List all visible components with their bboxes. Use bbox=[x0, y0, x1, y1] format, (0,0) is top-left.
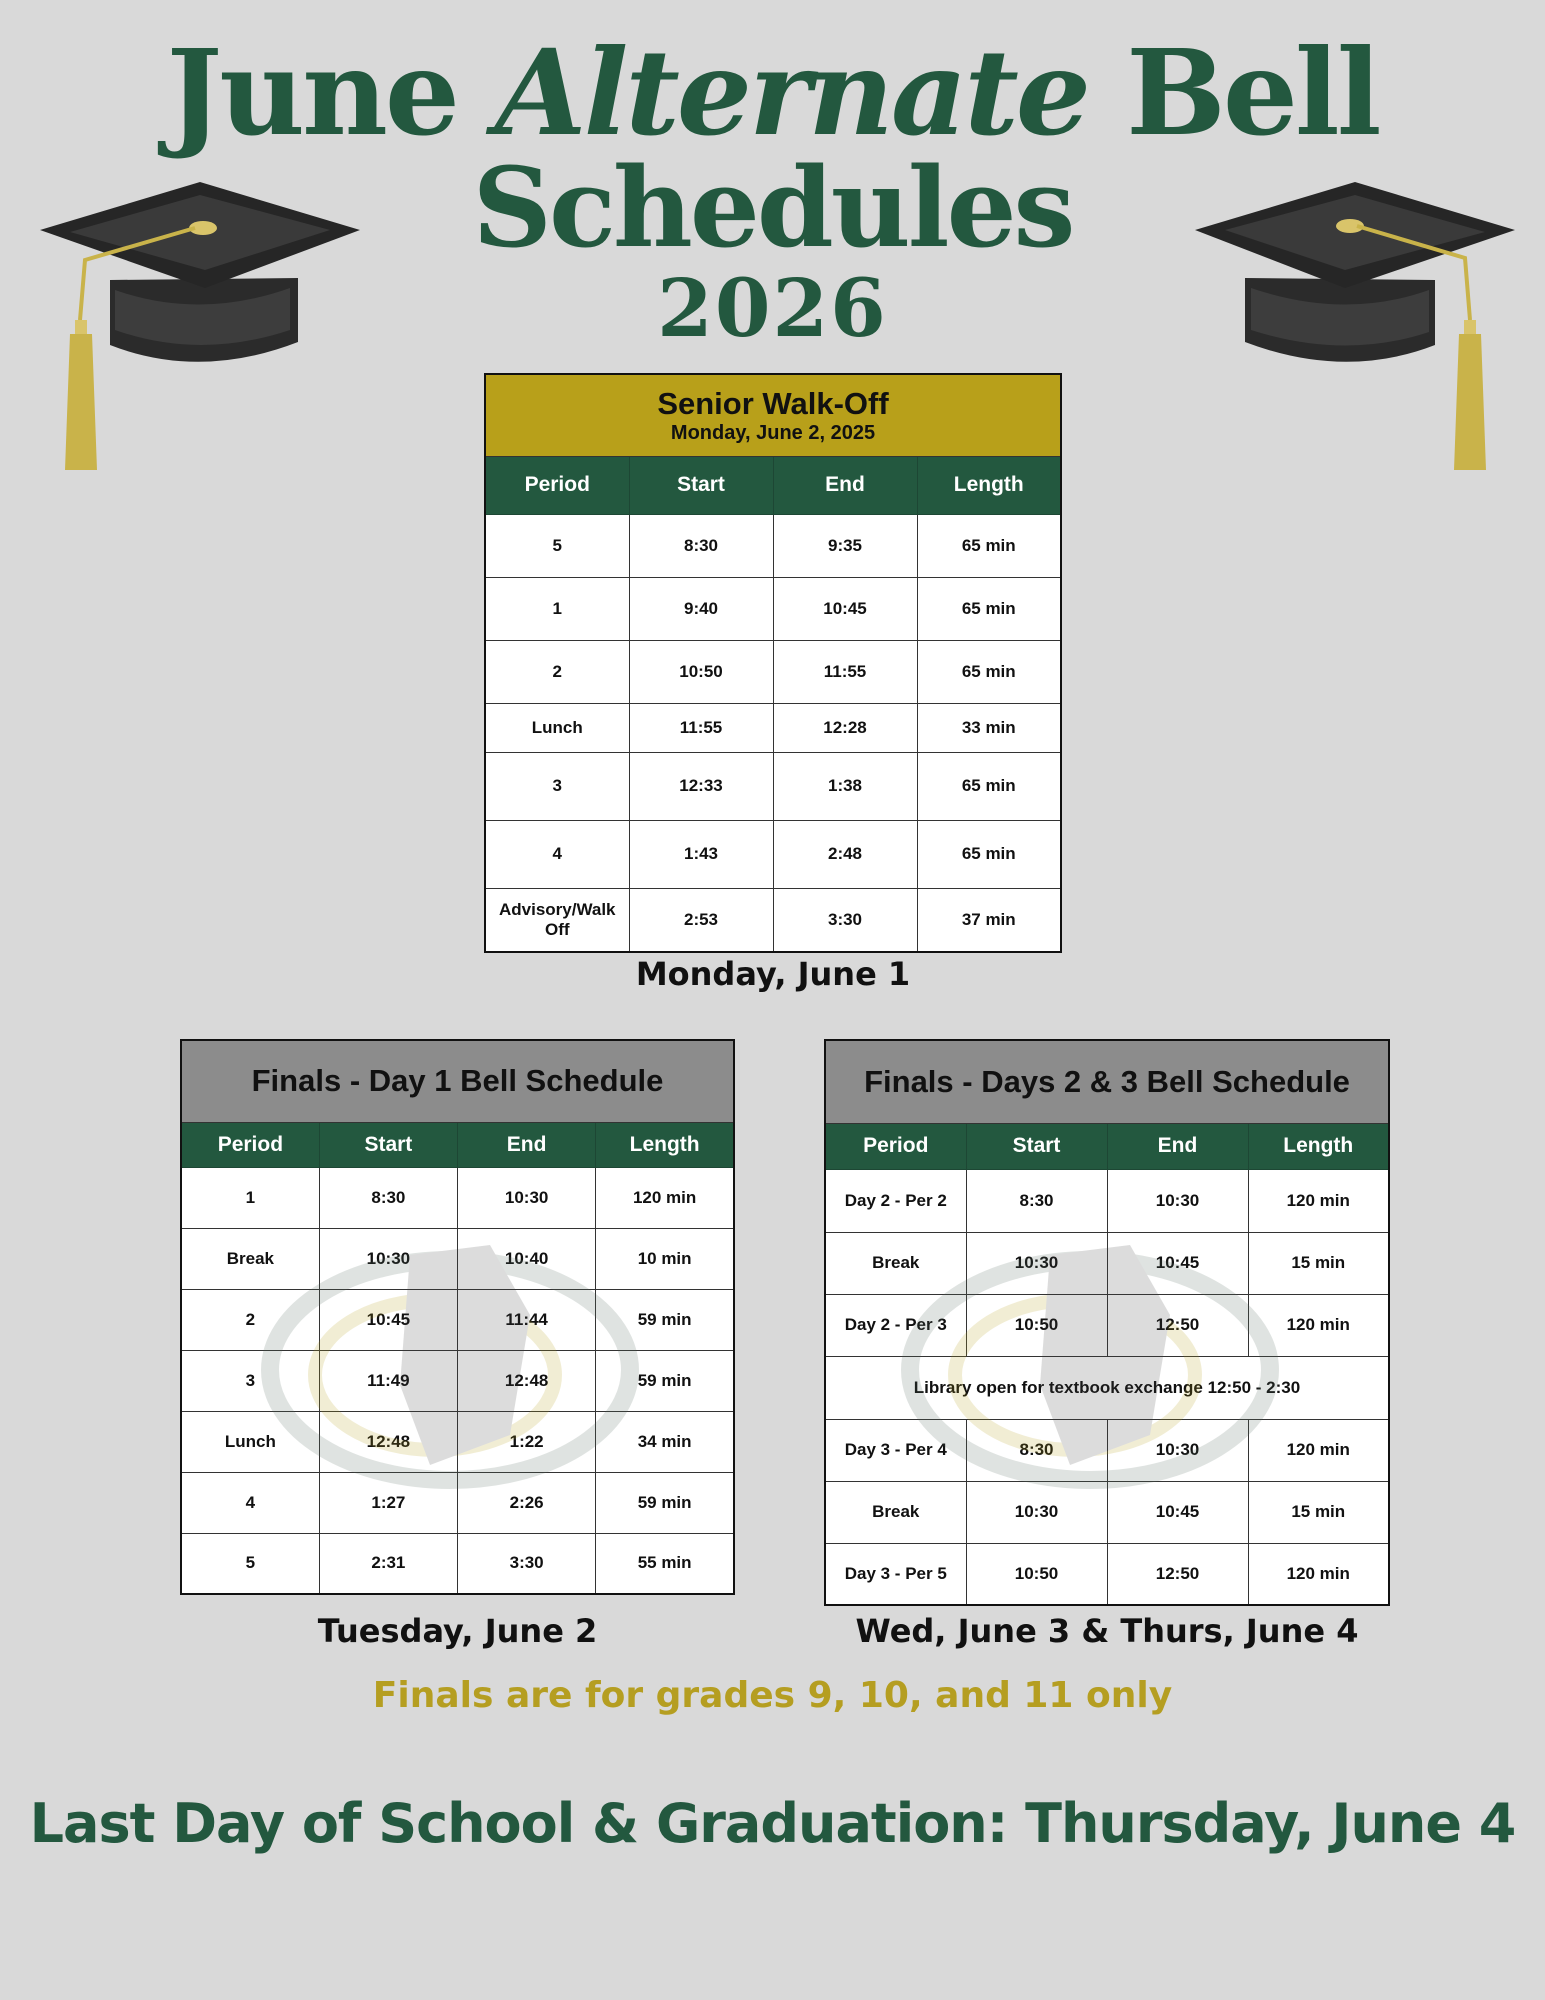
table-row bbox=[181, 1472, 734, 1533]
table-row bbox=[181, 1533, 734, 1594]
day1-schedule-caption: Tuesday, June 2 bbox=[317, 1612, 598, 1650]
table-row bbox=[825, 1481, 1389, 1543]
senior-schedule-subtitle: Monday, June 2, 2025 bbox=[670, 421, 876, 444]
end-cell: 12:50 bbox=[1107, 1543, 1248, 1605]
end-cell: 10:30 bbox=[1107, 1419, 1248, 1481]
column-header: End bbox=[773, 456, 917, 514]
start-cell: 10:50 bbox=[966, 1294, 1107, 1356]
column-header: Period bbox=[825, 1123, 966, 1169]
start-cell: 8:30 bbox=[629, 514, 773, 577]
length-cell: 120 min bbox=[1248, 1169, 1389, 1232]
column-header: Length bbox=[596, 1122, 734, 1167]
start-cell: 10:30 bbox=[966, 1232, 1107, 1294]
start-cell: 9:40 bbox=[629, 577, 773, 640]
period-cell: Day 2 - Per 2 bbox=[825, 1169, 966, 1232]
period-cell: 3 bbox=[181, 1350, 319, 1411]
length-cell: 59 min bbox=[596, 1289, 734, 1350]
length-cell: 65 min bbox=[917, 640, 1061, 703]
length-cell: 59 min bbox=[596, 1350, 734, 1411]
start-cell: 1:27 bbox=[319, 1472, 457, 1533]
table-row bbox=[825, 1543, 1389, 1605]
end-cell: 11:44 bbox=[458, 1289, 596, 1350]
length-cell: 55 min bbox=[596, 1533, 734, 1594]
table-row bbox=[485, 703, 1061, 752]
column-header: Length bbox=[917, 456, 1061, 514]
table-row bbox=[181, 1350, 734, 1411]
length-cell: 120 min bbox=[1248, 1294, 1389, 1356]
period-cell: 1 bbox=[181, 1167, 319, 1228]
period-cell: 5 bbox=[485, 514, 629, 577]
graduation-cap-icon bbox=[40, 170, 370, 470]
senior-schedule-title: Senior Walk-Off bbox=[657, 385, 889, 421]
length-cell: 10 min bbox=[596, 1228, 734, 1289]
period-cell: Day 2 - Per 3 bbox=[825, 1294, 966, 1356]
end-cell: 12:48 bbox=[458, 1350, 596, 1411]
column-header: Period bbox=[485, 456, 629, 514]
period-cell: Lunch bbox=[181, 1411, 319, 1472]
day23-schedule-title: Finals - Days 2 & 3 Bell Schedule bbox=[864, 1063, 1350, 1099]
senior-walk-off-schedule bbox=[484, 373, 1062, 953]
end-cell: 3:30 bbox=[458, 1533, 596, 1594]
graduation-cap-icon bbox=[1185, 170, 1515, 470]
period-cell: Break bbox=[825, 1232, 966, 1294]
end-cell: 10:45 bbox=[1107, 1481, 1248, 1543]
start-cell: 8:30 bbox=[966, 1169, 1107, 1232]
column-header: End bbox=[458, 1122, 596, 1167]
finals-days-2-3-schedule bbox=[824, 1039, 1390, 1606]
table-row bbox=[181, 1228, 734, 1289]
column-header: Length bbox=[1248, 1123, 1389, 1169]
end-cell: 12:28 bbox=[773, 703, 917, 752]
start-cell: 10:30 bbox=[319, 1228, 457, 1289]
length-cell: 59 min bbox=[596, 1472, 734, 1533]
end-cell: 3:30 bbox=[773, 888, 917, 952]
period-cell: 3 bbox=[485, 752, 629, 820]
period-cell: Advisory/Walk Off bbox=[485, 888, 629, 952]
length-cell: 37 min bbox=[917, 888, 1061, 952]
table-row bbox=[485, 577, 1061, 640]
day1-schedule-header bbox=[181, 1040, 734, 1122]
length-cell: 15 min bbox=[1248, 1481, 1389, 1543]
period-cell: Day 3 - Per 4 bbox=[825, 1419, 966, 1481]
start-cell: 11:55 bbox=[629, 703, 773, 752]
senior-schedule-header bbox=[485, 374, 1061, 456]
start-cell: 8:30 bbox=[319, 1167, 457, 1228]
length-cell: 120 min bbox=[1248, 1543, 1389, 1605]
length-cell: 33 min bbox=[917, 703, 1061, 752]
period-cell: 2 bbox=[485, 640, 629, 703]
end-cell: 2:26 bbox=[458, 1472, 596, 1533]
end-cell: 10:30 bbox=[458, 1167, 596, 1228]
end-cell: 11:55 bbox=[773, 640, 917, 703]
title-part-1: June bbox=[166, 23, 496, 162]
length-cell: 65 min bbox=[917, 514, 1061, 577]
column-header: Period bbox=[181, 1122, 319, 1167]
title-part-3: Bell bbox=[1088, 23, 1379, 162]
start-cell: 12:48 bbox=[319, 1411, 457, 1472]
table-row bbox=[181, 1411, 734, 1472]
length-cell: 65 min bbox=[917, 577, 1061, 640]
length-cell: 120 min bbox=[596, 1167, 734, 1228]
table-row bbox=[485, 752, 1061, 820]
table-row bbox=[825, 1169, 1389, 1232]
table-row bbox=[825, 1232, 1389, 1294]
end-cell: 2:48 bbox=[773, 820, 917, 888]
column-header: Start bbox=[319, 1122, 457, 1167]
last-day-banner: Last Day of School & Graduation: Thursday, June 4 bbox=[29, 1792, 1516, 1855]
finals-day-1-schedule bbox=[180, 1039, 735, 1595]
title-part-2: Alternate bbox=[495, 23, 1088, 162]
start-cell: 10:50 bbox=[629, 640, 773, 703]
start-cell: 2:31 bbox=[319, 1533, 457, 1594]
end-cell: 10:30 bbox=[1107, 1169, 1248, 1232]
start-cell: 2:53 bbox=[629, 888, 773, 952]
table-row bbox=[485, 514, 1061, 577]
start-cell: 11:49 bbox=[319, 1350, 457, 1411]
table-row bbox=[825, 1419, 1389, 1481]
end-cell: 1:38 bbox=[773, 752, 917, 820]
page-title-line-1 bbox=[0, 23, 1545, 162]
senior-schedule-caption: Monday, June 1 bbox=[635, 955, 911, 993]
period-cell: 4 bbox=[181, 1472, 319, 1533]
start-cell: 8:30 bbox=[966, 1419, 1107, 1481]
page-title-line-2: Schedules bbox=[472, 143, 1073, 272]
column-header: End bbox=[1107, 1123, 1248, 1169]
length-cell: 120 min bbox=[1248, 1419, 1389, 1481]
length-cell: 65 min bbox=[917, 752, 1061, 820]
table-row bbox=[485, 820, 1061, 888]
period-cell: Break bbox=[825, 1481, 966, 1543]
length-cell: 65 min bbox=[917, 820, 1061, 888]
end-cell: 10:45 bbox=[773, 577, 917, 640]
table-row bbox=[181, 1167, 734, 1228]
start-cell: 10:45 bbox=[319, 1289, 457, 1350]
end-cell: 10:40 bbox=[458, 1228, 596, 1289]
end-cell: 1:22 bbox=[458, 1411, 596, 1472]
start-cell: 10:50 bbox=[966, 1543, 1107, 1605]
table-row bbox=[485, 640, 1061, 703]
period-cell: 1 bbox=[485, 577, 629, 640]
end-cell: 9:35 bbox=[773, 514, 917, 577]
page-title-year: 2026 bbox=[657, 261, 888, 355]
period-cell: 5 bbox=[181, 1533, 319, 1594]
period-cell: 4 bbox=[485, 820, 629, 888]
start-cell: 12:33 bbox=[629, 752, 773, 820]
start-cell: 1:43 bbox=[629, 820, 773, 888]
day1-schedule-title: Finals - Day 1 Bell Schedule bbox=[251, 1063, 664, 1099]
table-row bbox=[181, 1289, 734, 1350]
period-cell: 2 bbox=[181, 1289, 319, 1350]
end-cell: 12:50 bbox=[1107, 1294, 1248, 1356]
day23-schedule-caption: Wed, June 3 & Thurs, June 4 bbox=[855, 1612, 1359, 1650]
table-row bbox=[825, 1294, 1389, 1356]
table-row bbox=[485, 888, 1061, 952]
length-cell: 34 min bbox=[596, 1411, 734, 1472]
period-cell: Lunch bbox=[485, 703, 629, 752]
start-cell: 10:30 bbox=[966, 1481, 1107, 1543]
day23-schedule-header bbox=[825, 1040, 1389, 1123]
library-note: Library open for textbook exchange 12:50 - 2:30 bbox=[825, 1356, 1389, 1419]
end-cell: 10:45 bbox=[1107, 1232, 1248, 1294]
column-header: Start bbox=[966, 1123, 1107, 1169]
period-cell: Break bbox=[181, 1228, 319, 1289]
table-row bbox=[825, 1356, 1389, 1419]
period-cell: Day 3 - Per 5 bbox=[825, 1543, 966, 1605]
length-cell: 15 min bbox=[1248, 1232, 1389, 1294]
finals-grade-note: Finals are for grades 9, 10, and 11 only bbox=[372, 1675, 1173, 1716]
column-header: Start bbox=[629, 456, 773, 514]
